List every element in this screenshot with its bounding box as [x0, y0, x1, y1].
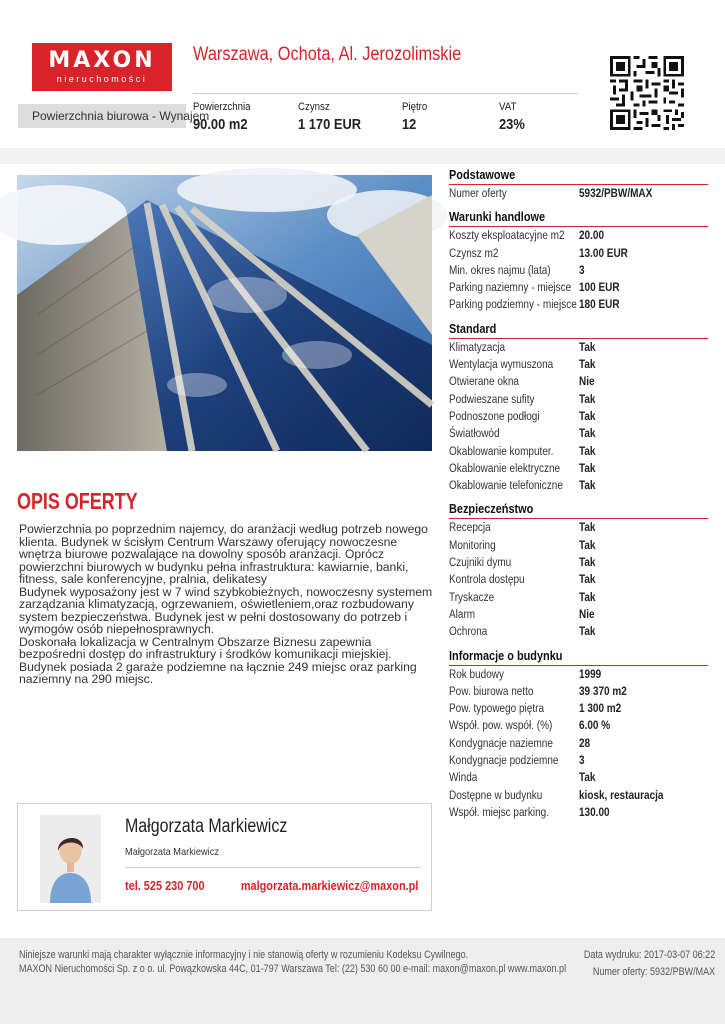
key-fact-value: 90.00 m2	[193, 116, 248, 133]
key-fact-label: Piętro	[402, 101, 428, 113]
spec-key: Tryskacze	[449, 589, 495, 604]
spec-section-title	[449, 167, 708, 185]
key-fact-label: Powierzchnia	[193, 101, 251, 113]
spec-row	[449, 589, 708, 606]
spec-row	[449, 787, 708, 804]
spec-value: 180 EUR	[579, 297, 620, 312]
spec-key: Recepcja	[449, 520, 491, 535]
spec-value: Nie	[579, 606, 595, 621]
spec-value: 39 370 m2	[579, 683, 627, 698]
maxon-logo[interactable]	[32, 43, 172, 91]
spec-section-security	[449, 501, 708, 640]
spec-value: 6.00 %	[579, 718, 611, 733]
spec-row	[449, 519, 708, 536]
spec-row	[449, 356, 708, 373]
spec-section-building	[449, 648, 708, 822]
spec-value: 3	[579, 753, 585, 768]
spec-value: 13.00 EUR	[579, 245, 628, 260]
key-fact-floor	[402, 101, 431, 133]
spec-row	[449, 735, 708, 752]
spec-key: Ochrona	[449, 624, 488, 639]
description-paragraph: Budynek wyposażony jest w 7 wind szybkobieżnych, nowoczesny systemem zarządzania klimatyzacją, ogrzewaniem, oświetleniem,oraz rozbudowany system bezpieczeństwa. Budynek jest w pełni dostosowany do potrzeb i wymogów osób niepełnosprawnych.	[19, 584, 433, 636]
key-fact-value: 1 170 EUR	[298, 116, 362, 133]
spec-row	[449, 623, 708, 640]
spec-key: Otwierane okna	[449, 374, 520, 389]
spec-key: Winda	[449, 770, 478, 785]
spec-value: Tak	[579, 624, 596, 639]
spec-value: Tak	[579, 443, 596, 458]
spec-key: Współ. miejsc parking.	[449, 804, 549, 819]
spec-value: Tak	[579, 589, 596, 604]
spec-section-basic	[449, 167, 708, 202]
spec-key: Rok budowy	[449, 666, 505, 681]
key-fact-rent	[298, 101, 371, 133]
spec-row	[449, 408, 708, 425]
agent-avatar	[40, 815, 101, 903]
spec-value: 1 300 m2	[579, 701, 622, 716]
spec-value: 20.00	[579, 228, 605, 243]
key-fact-label: VAT	[499, 101, 517, 113]
header-divider	[193, 93, 578, 94]
footer-offer-number: Numer oferty: 5932/PBW/MAX	[592, 966, 715, 978]
spec-row	[449, 185, 708, 202]
spec-row	[449, 477, 708, 494]
spec-row	[449, 666, 708, 683]
spec-key: Alarm	[449, 606, 476, 621]
section-separator	[0, 148, 725, 164]
spec-value: Tak	[579, 520, 596, 535]
spec-row	[449, 700, 708, 717]
footer-print-date: Data wydruku: 2017-03-07 06:22	[583, 949, 715, 961]
spec-value: Tak	[579, 555, 596, 570]
spec-value: 28	[579, 735, 591, 750]
spec-value: Tak	[579, 537, 596, 552]
agent-name: Małgorzata Markiewicz	[125, 816, 288, 837]
spec-row	[449, 425, 708, 442]
spec-value: Tak	[579, 391, 596, 406]
spec-row	[449, 262, 708, 279]
key-fact-vat	[499, 101, 529, 133]
spec-row	[449, 537, 708, 554]
spec-key: Czujniki dymu	[449, 555, 512, 570]
key-fact-label: Czynsz	[298, 101, 330, 113]
spec-value: 3	[579, 262, 585, 277]
agent-phone-link[interactable]: tel. 525 230 700	[125, 878, 205, 893]
spec-section-title-text: Informacje o budynku	[449, 647, 563, 663]
spec-row	[449, 296, 708, 313]
spec-section-title	[449, 209, 708, 227]
spec-row	[449, 804, 708, 821]
spec-key: Klimatyzacja	[449, 339, 506, 354]
specs-column	[449, 167, 708, 828]
spec-key: Okablowanie elektryczne	[449, 460, 561, 475]
agent-card	[17, 803, 432, 911]
footer-disclaimer: Niniejsze warunki mają charakter wyłącznie informacyjny i nie stanowią oferty w rozumieniu Kodeksu Cywilnego.	[19, 949, 469, 961]
spec-section-title-text: Bezpieczeństwo	[449, 501, 534, 517]
spec-key: Parking naziemny - miejsce	[449, 280, 572, 295]
description-paragraph: Doskonała lokalizacja w Centralnym Obszarze Biznesu zapewnia bezpośredni dostęp do infrastruktury i środków komunikacji miejskiej.	[19, 634, 392, 661]
spec-key: Wentylacja wymuszona	[449, 357, 554, 372]
agent-email-link[interactable]: malgorzata.markiewicz@maxon.pl	[240, 878, 418, 893]
spec-section-title	[449, 501, 708, 519]
description-text	[19, 523, 439, 686]
spec-value: Nie	[579, 374, 595, 389]
spec-key: Podnoszone podłogi	[449, 408, 540, 423]
spec-value: Tak	[579, 357, 596, 372]
spec-key: Podwieszane sufity	[449, 391, 535, 406]
spec-row	[449, 769, 708, 786]
spec-row	[449, 227, 708, 244]
spec-key: Kontrola dostępu	[449, 572, 525, 587]
spec-value: Tak	[579, 339, 596, 354]
agent-divider	[125, 867, 420, 868]
key-fact-value: 12	[402, 116, 417, 133]
spec-row	[449, 443, 708, 460]
logo-brand: MAXON	[48, 48, 156, 73]
spec-key: Koszty eksploatacyjne m2	[449, 228, 565, 243]
spec-section-title-text: Warunki handlowe	[449, 209, 546, 225]
description-paragraph: Powierzchnia po poprzednim najemcy, do aranżacji według potrzeb nowego klienta. Budynek w ścisłym Centrum Warszawy oferujący nowoczesne wnętrza biurowe pozwalające na dowolny sposób aranżacji. Oprócz powierzchni biurowych w budynku pełna infrastruktura: kawiarnie, banki, fitness, sale konferencyjne, pralnia, delikatesy	[19, 522, 428, 586]
spec-key: Dostępne w budynku	[449, 787, 543, 802]
description-paragraph: Budynek posiada 2 garaże podziemne na łącznie 249 miejsc oraz parking naziemny na 290 miejsc.	[19, 659, 417, 686]
spec-section-title-text: Podstawowe	[449, 167, 516, 182]
spec-section-title	[449, 648, 708, 666]
description-title: OPIS OFERTY	[17, 488, 138, 514]
spec-section-standard	[449, 321, 708, 495]
spec-value: 1999	[579, 666, 602, 681]
spec-key: Monitoring	[449, 537, 496, 552]
property-photo[interactable]	[17, 175, 432, 451]
logo-subtitle: nieruchomości	[56, 74, 148, 84]
spec-value: Tak	[579, 478, 596, 493]
spec-row	[449, 554, 708, 571]
spec-key: Min. okres najmu (lata)	[449, 262, 551, 277]
spec-value: Tak	[579, 408, 596, 423]
spec-key: Parking podziemny - miejsce	[449, 297, 577, 312]
spec-value: Tak	[579, 426, 596, 441]
key-fact-area	[193, 101, 258, 133]
spec-value: 130.00	[579, 804, 610, 819]
spec-value: 100 EUR	[579, 280, 620, 295]
spec-row	[449, 460, 708, 477]
key-fact-value: 23%	[499, 116, 525, 133]
spec-key: Okablowanie komputer.	[449, 443, 554, 458]
spec-key: Pow. biurowa netto	[449, 683, 534, 698]
property-type-badge: Powierzchnia biurowa - Wynajem	[18, 104, 186, 128]
spec-key: Pow. typowego piętra	[449, 701, 545, 716]
spec-key: Światłowód	[449, 426, 500, 441]
spec-row	[449, 339, 708, 356]
spec-row	[449, 752, 708, 769]
spec-row	[449, 717, 708, 734]
spec-value: Tak	[579, 460, 596, 475]
spec-key: Okablowanie telefoniczne	[449, 478, 563, 493]
spec-value: Tak	[579, 572, 596, 587]
spec-key: Numer oferty	[449, 186, 507, 200]
footer	[0, 938, 725, 1024]
spec-row	[449, 571, 708, 588]
spec-section-commercial	[449, 209, 708, 313]
spec-row	[449, 245, 708, 262]
agent-subtitle: Małgorzata Markiewicz	[125, 846, 219, 858]
spec-value: 5932/PBW/MAX	[579, 186, 653, 200]
spec-value: Tak	[579, 770, 596, 785]
spec-row	[449, 683, 708, 700]
spec-key: Kondygnacje naziemne	[449, 735, 553, 750]
spec-key: Współ. pow. współ. (%)	[449, 718, 553, 733]
spec-key: Czynsz m2	[449, 245, 499, 260]
footer-company-info: MAXON Nieruchomości Sp. z o o. ul. Powązkowska 44C, 01-797 Warszawa Tel: (22) 530 60 00 e-mail: maxon@maxon.pl www.maxon.pl	[19, 963, 567, 975]
spec-section-title	[449, 321, 708, 339]
spec-key: Kondygnacje podziemne	[449, 753, 559, 768]
qr-code-icon[interactable]	[610, 56, 684, 130]
spec-row	[449, 373, 708, 390]
spec-row	[449, 279, 708, 296]
spec-row	[449, 606, 708, 623]
spec-row	[449, 391, 708, 408]
property-location: Warszawa, Ochota, Al. Jerozolimskie	[193, 44, 462, 65]
spec-value: kiosk, restauracja	[579, 787, 664, 802]
spec-section-title-text: Standard	[449, 320, 497, 336]
